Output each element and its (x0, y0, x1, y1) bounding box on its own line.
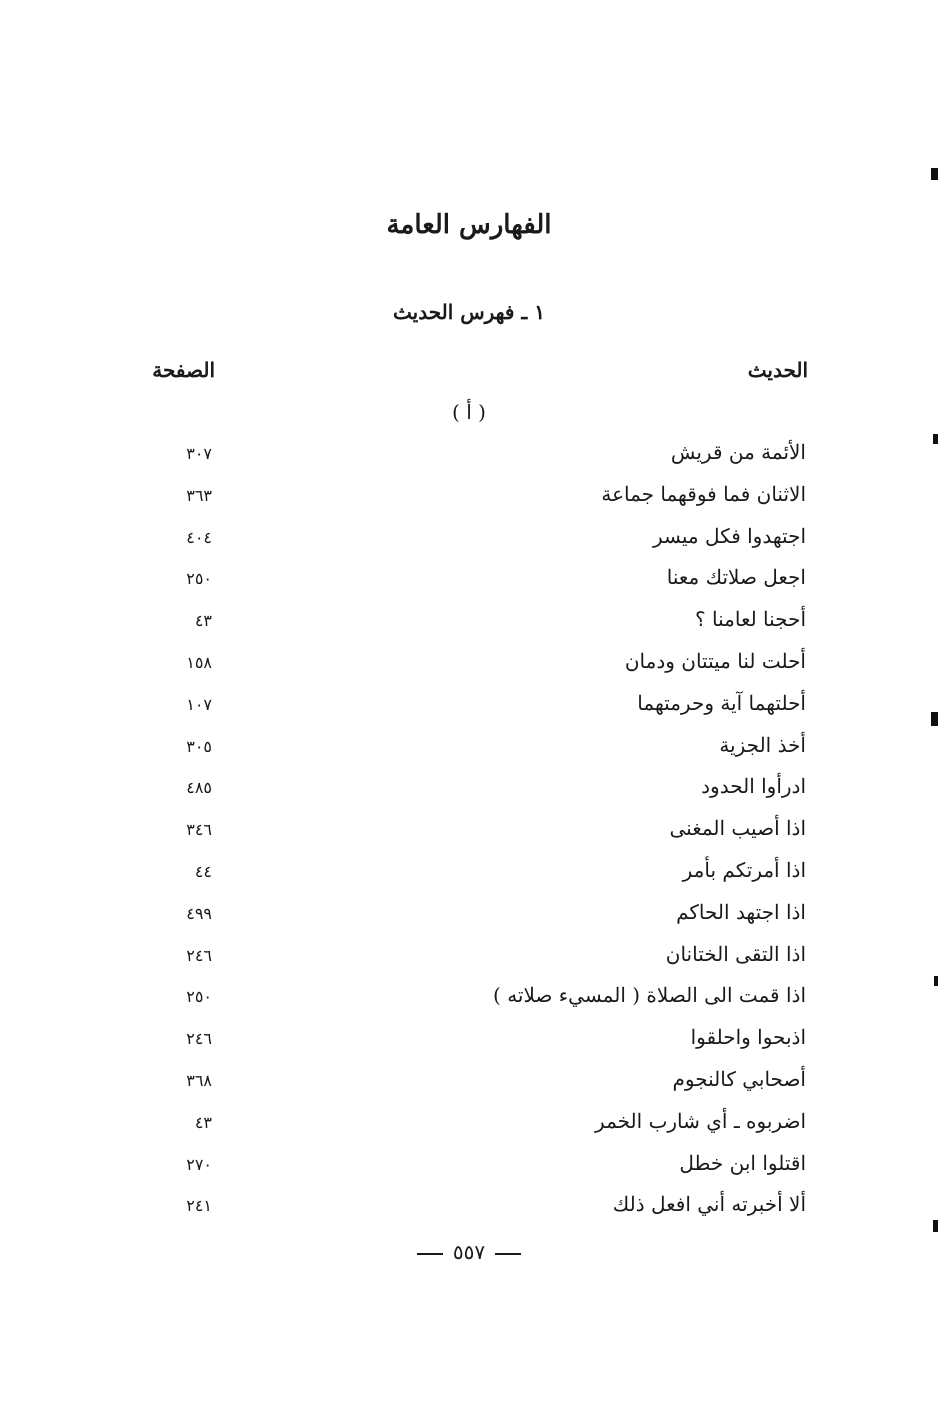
page-ref: ٤٣ (194, 1112, 212, 1132)
page-ref: ٢٥٠ (186, 987, 212, 1007)
scan-edge-mark (933, 434, 938, 444)
scan-edge-mark (931, 712, 938, 726)
list-item (0, 816, 938, 858)
letter-heading: ( أ ) (452, 400, 486, 424)
column-header-page: الصفحة (152, 358, 215, 382)
scan-edge-mark (933, 1220, 938, 1232)
list-item (0, 440, 938, 482)
hadith-text: اجعل صلاتك معنا (666, 565, 806, 590)
page-ref: ١٥٨ (186, 652, 212, 672)
dash-right (495, 1253, 521, 1255)
hadith-text: أصحابي كالنجوم (672, 1066, 806, 1091)
list-item (0, 1109, 938, 1151)
page-ref: ٣٦٣ (186, 485, 212, 505)
scan-edge-mark (931, 168, 938, 180)
column-header-hadith: الحديث (747, 358, 808, 382)
index-list (0, 440, 938, 1234)
page-ref: ٣٤٦ (186, 820, 212, 840)
hadith-text: أحلتهما آية وحرمتهما (637, 690, 806, 715)
hadith-text: اذا أمرتكم بأمر (682, 857, 806, 882)
list-item (0, 1151, 938, 1193)
list-item (0, 524, 938, 566)
list-item (0, 1067, 938, 1109)
hadith-text: اذا أصيب المغنى (669, 816, 806, 841)
hadith-text: الأئمة من قريش (670, 440, 806, 464)
page-number-value: ٥٥٧ (452, 1240, 486, 1264)
section-title: ١ ـ فهرس الحديث (393, 300, 545, 324)
page-ref: ٢٤٦ (186, 945, 212, 965)
hadith-text: اضربوه ـ أي شارب الخمر (595, 1108, 806, 1133)
list-item (0, 649, 938, 691)
hadith-text: اذا قمت الى الصلاة ( المسيء صلاته ) (493, 983, 806, 1008)
dash-left (417, 1253, 443, 1255)
hadith-text: أحلت لنا ميتتان ودمان (624, 648, 806, 673)
list-item (0, 1192, 938, 1234)
page-ref: ٤٩٩ (186, 903, 212, 923)
list-item (0, 607, 938, 649)
hadith-text: اذا اجتهد الحاكم (676, 899, 806, 924)
page-ref: ٤٠٤ (186, 527, 212, 547)
hadith-text: اذبحوا واحلقوا (690, 1025, 806, 1050)
page-title: الفهارس العامة (386, 210, 552, 240)
page-ref: ٢٥٠ (186, 569, 212, 589)
page-ref: ٤٨٥ (186, 778, 212, 798)
list-item (0, 983, 938, 1025)
hadith-text: الاثنان فما فوقهما جماعة (601, 481, 806, 506)
page-ref: ٤٤ (194, 861, 212, 881)
page-ref: ١٠٧ (186, 694, 212, 714)
hadith-text: أخذ الجزية (719, 732, 806, 757)
page-ref: ٣٠٧ (186, 444, 212, 463)
list-item (0, 691, 938, 733)
list-item (0, 858, 938, 900)
page-ref: ٣٠٥ (186, 736, 212, 756)
hadith-text: ألا أخبرته أني افعل ذلك (612, 1192, 806, 1217)
hadith-text: اقتلوا ابن خطل (679, 1150, 806, 1175)
scan-edge-mark (934, 976, 938, 986)
hadith-text: أحجنا لعامنا ؟ (695, 607, 806, 632)
list-item (0, 482, 938, 524)
hadith-text: اذا التقى الختانان (665, 941, 806, 966)
page-ref: ٢٤٦ (186, 1029, 212, 1049)
hadith-text: اجتهدوا فكل ميسر (653, 523, 806, 548)
list-item (0, 565, 938, 607)
page-ref: ٣٦٨ (186, 1070, 212, 1090)
list-item (0, 900, 938, 942)
list-item (0, 774, 938, 816)
hadith-text: ادرأوا الحدود (701, 774, 806, 799)
page-number (0, 1240, 938, 1264)
list-item (0, 1025, 938, 1067)
list-item (0, 733, 938, 775)
page-ref: ٢٧٠ (186, 1154, 212, 1174)
list-item (0, 942, 938, 984)
page-ref: ٢٤١ (186, 1196, 212, 1216)
page-ref: ٤٣ (194, 611, 212, 631)
